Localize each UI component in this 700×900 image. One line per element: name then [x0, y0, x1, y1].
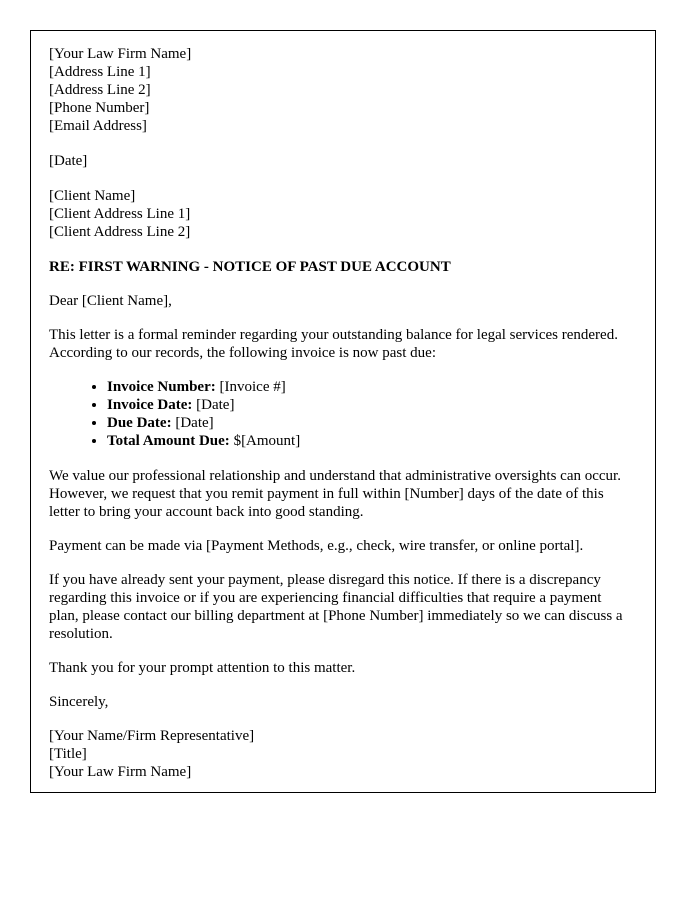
sender-firm-name: [Your Law Firm Name]: [49, 46, 192, 62]
list-item-invoice-number: [107, 378, 623, 396]
invoice-date-value: [Date]: [196, 397, 235, 413]
sender-block: [49, 45, 623, 135]
client-address-line-2: [Client Address Line 2]: [49, 224, 191, 240]
sender-address-line-2: [Address Line 2]: [49, 82, 151, 98]
paragraph-payment-methods: Payment can be made via [Payment Methods, e.g., check, wire transfer, or online portal].: [49, 538, 584, 554]
paragraph-thanks: Thank you for your prompt attention to this matter.: [49, 660, 356, 676]
invoice-details-list: [49, 378, 623, 450]
due-date-value: [Date]: [175, 415, 214, 431]
paragraph-goodstanding: We value our professional relationship and understand that administrative oversights can occur. However, we request that you remit payment in full within [Number] days of the date of this letter to bring your account back into good standing.: [49, 468, 621, 520]
client-name: [Client Name]: [49, 188, 136, 204]
sender-address-line-1: [Address Line 1]: [49, 64, 151, 80]
signature-block: [49, 727, 623, 781]
date-line: [Date]: [49, 153, 88, 169]
list-item-total-amount-due: [107, 432, 623, 450]
signature-name: [Your Name/Firm Representative]: [49, 728, 255, 744]
invoice-date-label: Invoice Date:: [107, 397, 193, 413]
total-amount-due-value: $[Amount]: [233, 433, 301, 449]
invoice-number-label: Invoice Number:: [107, 379, 216, 395]
closing: Sincerely,: [49, 694, 109, 710]
signature-firm-name: [Your Law Firm Name]: [49, 764, 192, 780]
client-address-line-1: [Client Address Line 1]: [49, 206, 191, 222]
letter-frame: [30, 30, 656, 793]
sender-email: [Email Address]: [49, 118, 147, 134]
total-amount-due-label: Total Amount Due:: [107, 433, 230, 449]
recipient-block: [49, 187, 623, 241]
invoice-number-value: [Invoice #]: [219, 379, 286, 395]
salutation: Dear [Client Name],: [49, 293, 172, 309]
list-item-due-date: [107, 414, 623, 432]
signature-title: [Title]: [49, 746, 87, 762]
list-item-invoice-date: [107, 396, 623, 414]
paragraph-discrepancy: If you have already sent your payment, please disregard this notice. If there is a discrepancy regarding this invoice or if you are experiencing financial difficulties that require a payment plan, please contact our billing department at [Phone Number] immediately so we can discuss a resolution.: [49, 572, 623, 642]
subject-line: RE: FIRST WARNING - NOTICE OF PAST DUE ACCOUNT: [49, 259, 451, 275]
paragraph-intro: This letter is a formal reminder regarding your outstanding balance for legal services rendered. According to our records, the following invoice is now past due:: [49, 327, 618, 361]
due-date-label: Due Date:: [107, 415, 172, 431]
sender-phone: [Phone Number]: [49, 100, 150, 116]
